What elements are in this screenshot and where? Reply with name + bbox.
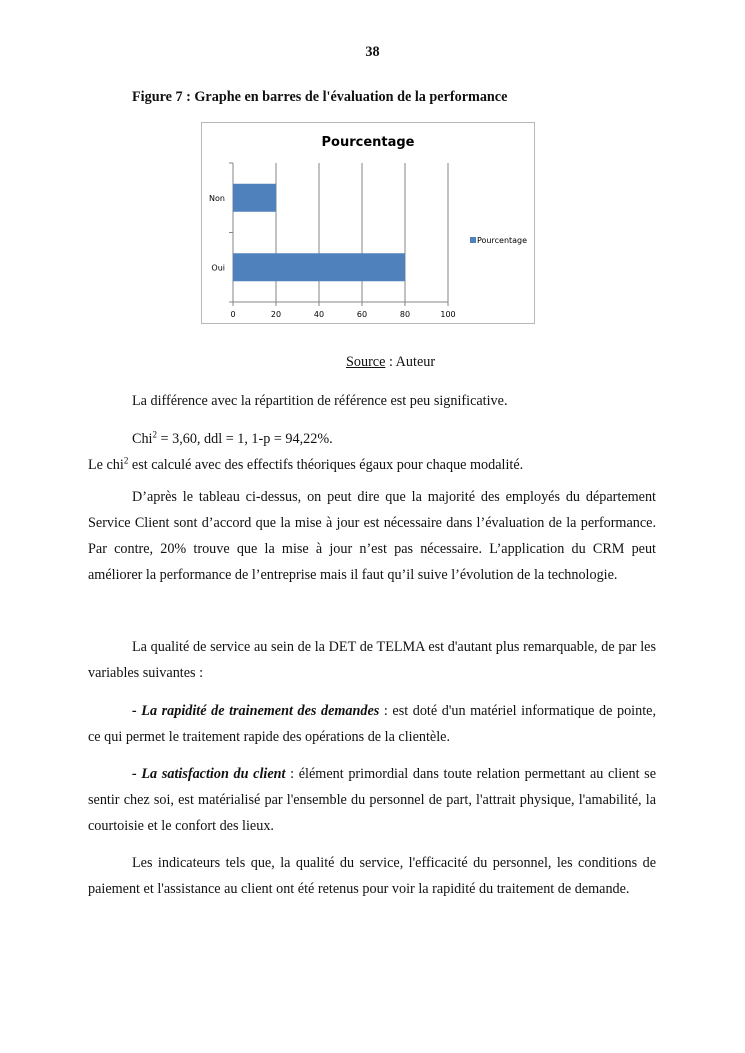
- source-value: : Auteur: [385, 354, 436, 370]
- x-tick-label: 80: [399, 310, 411, 319]
- y-category-label: Oui: [211, 263, 225, 273]
- bar-non: [233, 184, 276, 212]
- figure-caption: Figure 7 : Graphe en barres de l'évaluation de la performance: [132, 89, 508, 105]
- legend-label: Pourcentage: [477, 236, 528, 245]
- bar-chart: [201, 122, 535, 324]
- x-tick-label: 20: [270, 310, 282, 319]
- figure-source: [346, 354, 435, 371]
- paragraph-analysis: D’après le tableau ci-dessus, on peut dire que la majorité des employés du département Service Client sont d’accord que la mise à jour est nécessaire dans l’évaluation de la performance. Par contre, 20% trouve que la mise à jour n’est pas nécessaire. L’application du CRM peut améliorer la performance de l’entreprise mais il faut qu’il suive l’évolution de la technologie.: [88, 489, 656, 583]
- paragraph-indicators: Les indicateurs tels que, la qualité du service, l'efficacité du personnel, les conditions de paiement et l'assistance au client ont été retenus pour voir la rapidité du traitement de demande.: [88, 855, 656, 897]
- chi-square-note: Le chi$^2$ est calculé avec des effectifs théoriques égaux pour chaque modalité.: [88, 455, 524, 473]
- legend-swatch: [470, 237, 476, 243]
- x-tick-label: 60: [356, 310, 368, 319]
- bar-oui: [233, 253, 405, 281]
- x-tick-label: 100: [440, 310, 456, 319]
- paragraph-rapidity: - La rapidité de trainement des demandes : est doté d'un matériel informatique de pointe, ce qui permet le traitement rapide des opérations de la clientèle.: [88, 703, 656, 745]
- paragraph-quality: La qualité de service au sein de la DET de TELMA est d'autant plus remarquable, de par les variables suivantes :: [88, 639, 656, 681]
- page-number: 38: [365, 44, 380, 60]
- x-tick-label: 0: [230, 310, 236, 319]
- paragraph-satisfaction: - La satisfaction du client : élément primordial dans toute relation permettant au client se sentir chez soi, est matérialisé par l'ensemble du personnel de part, l'attrait physique, l'amabilité, la courtoisie et le confort des lieux.: [88, 766, 657, 834]
- chi-square-line: Chi$^2$ = 3,60, ddl = 1, 1-p = 94,22%.: [132, 429, 333, 447]
- y-category-label: Non: [209, 193, 225, 203]
- paragraph-difference: La différence avec la répartition de référence est peu significative.: [132, 393, 508, 409]
- source-label: Source: [346, 354, 386, 370]
- x-tick-label: 40: [313, 310, 325, 319]
- chart-title: Pourcentage: [321, 135, 415, 150]
